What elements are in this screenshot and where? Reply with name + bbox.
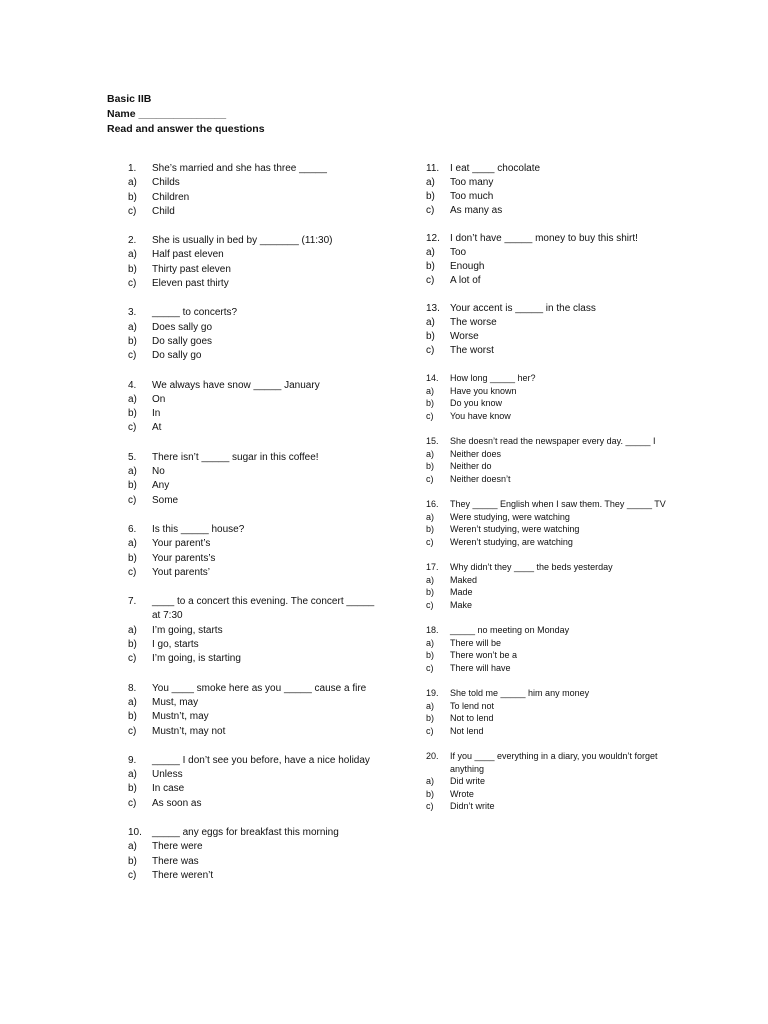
question-text: Your accent is _____ in the class [450,303,596,314]
question-number: 9. [128,754,137,766]
answer-option [128,393,378,407]
option-letter: b) [426,713,435,723]
question-text: If you ____ everything in a diary, you wouldn’t forget anything [450,751,658,774]
answer-option [426,725,686,738]
question-number: 16. [426,499,439,509]
question-number: 3. [128,307,137,319]
question-number: 13. [426,303,440,314]
answer-option [128,537,378,551]
option-text: Childs [152,177,180,189]
option-letter: c) [426,599,434,610]
answer-option [426,712,686,725]
option-letter: a) [128,177,137,189]
option-letter: b) [426,788,435,799]
option-letter: c) [426,801,434,811]
question-number: 18. [426,625,439,635]
option-text: A lot of [450,275,481,286]
option-letter: b) [128,480,137,492]
option-letter: b) [128,783,137,795]
option-text: I’m going, is starting [152,653,241,665]
option-letter: a) [426,317,435,328]
option-text: Maked [450,574,478,585]
question-19 [426,687,686,737]
answer-option [426,473,686,486]
question-stem [426,232,686,246]
option-text: Enough [450,261,485,272]
question-text: _____ any eggs for breakfast this morning [152,826,339,838]
option-letter: c) [128,653,137,665]
option-text: To lend not [450,700,495,711]
answer-option [128,782,378,796]
question-11 [426,162,686,218]
option-text: There won’t be a [450,650,518,660]
answer-option [128,349,378,363]
option-text: Made [450,587,473,597]
question-stem [128,754,378,768]
answer-option [426,574,686,587]
option-letter: c) [128,278,137,290]
answer-option [426,788,686,801]
question-number: 10. [128,826,142,838]
worksheet-header [107,92,265,137]
option-letter: c) [128,350,137,362]
name-line: Name _______________ [107,108,227,120]
answer-option [128,479,378,493]
option-text: I’m going, starts [152,624,223,636]
option-letter: b) [128,263,137,275]
question-stem [128,682,378,696]
option-letter: a) [128,696,137,708]
option-letter: c) [426,662,434,673]
question-12 [426,232,686,288]
option-text: Unless [152,769,183,781]
question-1 [128,162,378,219]
option-letter: b) [128,408,137,420]
answer-option [128,421,378,435]
question-text: She doesn’t read the newspaper every day. _____ I [450,436,656,446]
answer-option [128,797,378,811]
option-text: Didn’t write [450,801,495,811]
answer-option [128,407,378,421]
answer-option [128,335,378,349]
question-stem [426,750,686,775]
instructions: Read and answer the questions [107,123,265,135]
option-text: Too many [450,177,494,188]
option-letter: b) [426,587,435,597]
question-stem [426,372,686,385]
option-text: Your parent’s [152,538,211,550]
answer-option [426,344,686,358]
answer-option [128,696,378,710]
answer-option [128,263,378,277]
question-number: 12. [426,233,440,244]
option-text: Wrote [450,788,474,799]
option-text: As soon as [152,797,202,809]
question-text: We always have snow _____ January [152,379,320,391]
answer-option [128,566,378,580]
option-text: Were studying, were watching [450,511,570,522]
option-text: You have know [450,410,511,421]
question-number: 20. [426,751,439,761]
question-8 [128,682,378,739]
question-16 [426,498,686,548]
question-text: She’s married and she has three _____ [152,163,327,174]
option-text: Too much [450,191,494,202]
option-text: The worst [450,345,494,356]
option-text: Children [152,191,190,203]
option-letter: b) [128,335,137,347]
answer-option [128,191,378,205]
answer-option [128,277,378,291]
answer-option [426,586,686,599]
question-9 [128,754,378,811]
option-letter: c) [426,275,435,286]
option-text: Worse [450,331,479,342]
question-10 [128,826,378,883]
option-letter: a) [426,574,435,585]
option-letter: a) [128,321,137,333]
option-letter: b) [128,191,137,203]
option-text: Half past eleven [152,249,224,261]
option-text: There will have [450,662,511,673]
option-letter: a) [426,776,435,786]
question-number: 6. [128,523,137,535]
option-letter: c) [128,869,137,881]
option-letter: b) [426,261,435,272]
answer-option [426,649,686,662]
question-number: 4. [128,379,137,391]
question-text: They _____ English when I saw them. They _____ TV [450,499,666,509]
option-text: Did write [450,776,486,786]
answer-option [426,410,686,423]
answer-option [128,768,378,782]
option-text: Any [152,480,170,492]
option-letter: b) [426,524,435,534]
answer-option [128,465,378,479]
answer-option [426,260,686,274]
question-3 [128,306,378,363]
answer-option [426,460,686,473]
option-text: No [152,466,165,478]
question-stem [128,451,378,465]
answer-option [128,321,378,335]
option-letter: a) [128,624,137,636]
option-text: In case [152,783,185,795]
option-letter: a) [128,841,137,853]
option-letter: b) [128,552,137,564]
option-letter: c) [426,725,434,736]
option-letter: b) [128,855,137,867]
question-stem [128,234,378,248]
answer-option [128,725,378,739]
answer-option [426,176,686,190]
option-letter: c) [128,494,137,506]
question-text: I eat ____ chocolate [450,163,541,174]
question-stem [426,498,686,511]
question-text: There isn’t _____ sugar in this coffee! [152,451,319,463]
question-stem [426,435,686,448]
answer-option [128,855,378,869]
option-text: Yout parents’ [152,566,211,578]
option-text: At [152,422,162,434]
answer-option [426,385,686,398]
option-text: Weren’t studying, were watching [450,524,580,534]
option-text: On [152,393,166,405]
option-text: Neither does [450,448,502,459]
option-text: Have you known [450,385,517,396]
question-number: 2. [128,235,137,247]
answer-option [426,448,686,461]
option-letter: b) [426,461,435,471]
answer-option [426,397,686,410]
option-letter: b) [128,639,137,651]
option-letter: c) [426,345,435,356]
answer-option [128,840,378,854]
answer-option [128,494,378,508]
question-stem [128,523,378,537]
option-letter: a) [426,637,435,648]
option-letter: b) [426,191,435,202]
answer-option [426,190,686,204]
question-13 [426,302,686,358]
question-text: ____ to a concert this evening. The concert _____ at 7:30 [152,596,375,622]
option-text: Not lend [450,725,484,736]
option-letter: a) [128,393,137,405]
question-stem [426,687,686,700]
question-number: 11. [426,163,440,174]
question-number: 14. [426,373,439,383]
question-2 [128,234,378,291]
option-letter: c) [128,566,137,578]
option-letter: c) [426,536,434,547]
question-number: 8. [128,682,137,694]
option-text: There was [152,855,199,867]
option-letter: c) [128,725,137,737]
option-letter: c) [426,473,434,484]
question-text: You ____ smoke here as you _____ cause a fire [152,682,367,694]
option-text: Mustn’t, may not [152,725,226,737]
question-number: 5. [128,451,137,463]
answer-option [128,176,378,190]
option-letter: a) [426,247,435,258]
option-letter: b) [128,711,137,723]
answer-option [426,662,686,675]
option-text: Weren’t studying, are watching [450,536,573,547]
option-text: Does sally go [152,321,213,333]
question-4 [128,379,378,436]
answer-option [128,869,378,883]
answer-option [128,205,378,219]
option-text: The worse [450,317,497,328]
question-stem [426,561,686,574]
question-text: Is this _____ house? [152,523,245,535]
answer-option [426,204,686,218]
option-text: Do you know [450,398,503,408]
option-text: Make [450,599,473,610]
answer-option [128,552,378,566]
questions-column-left [128,162,378,898]
option-letter: c) [426,205,435,216]
question-6 [128,523,378,580]
option-letter: a) [426,385,435,396]
question-stem [128,162,378,176]
question-5 [128,451,378,508]
question-text: Why didn’t they ____ the beds yesterday [450,562,613,572]
question-stem [128,595,378,624]
question-stem [128,379,378,393]
question-stem [426,302,686,316]
option-text: Neither doesn’t [450,473,511,484]
option-text: In [152,408,161,420]
answer-option [426,599,686,612]
question-number: 1. [128,163,137,174]
answer-option [426,316,686,330]
option-letter: b) [426,650,435,660]
question-stem [426,624,686,637]
answer-option [426,800,686,813]
course-title: Basic IIB [107,93,152,105]
option-text: I go, starts [152,639,199,651]
question-text: How long _____ her? [450,373,536,383]
option-text: Do sally go [152,350,202,362]
option-text: Thirty past eleven [152,263,231,275]
option-letter: c) [128,422,137,434]
answer-option [128,710,378,724]
option-letter: c) [128,205,137,217]
option-letter: a) [426,511,435,522]
answer-option [426,330,686,344]
question-number: 7. [128,596,137,608]
option-letter: c) [426,410,434,421]
option-text: Child [152,205,175,217]
question-text: _____ to concerts? [152,307,238,319]
answer-option [426,536,686,549]
option-text: There were [152,841,203,853]
option-letter: a) [426,177,435,188]
question-text: _____ I don’t see you before, have a nice holiday [152,754,370,766]
question-18 [426,624,686,674]
option-letter: a) [128,769,137,781]
option-text: Your parents’s [152,552,216,564]
option-text: As many as [450,205,503,216]
answer-option [426,637,686,650]
option-text: Too [450,247,467,258]
option-text: There will be [450,637,502,648]
option-text: Neither do [450,461,492,471]
question-20 [426,750,686,813]
question-14 [426,372,686,422]
question-text: _____ no meeting on Monday [450,625,570,635]
option-text: There weren’t [152,869,214,881]
answer-option [128,638,378,652]
option-letter: b) [426,331,435,342]
question-stem [128,306,378,320]
option-text: Do sally goes [152,335,213,347]
question-15 [426,435,686,485]
question-number: 15. [426,436,439,446]
answer-option [128,624,378,638]
answer-option [426,246,686,260]
answer-option [128,652,378,666]
answer-option [426,523,686,536]
question-7 [128,595,378,666]
option-letter: c) [128,797,137,809]
option-letter: a) [426,700,435,711]
question-text: She told me _____ him any money [450,688,590,698]
option-letter: b) [426,398,435,408]
option-text: Eleven past thirty [152,278,229,290]
question-text: She is usually in bed by _______ (11:30) [152,235,333,247]
answer-option [426,700,686,713]
option-letter: a) [128,466,137,478]
question-number: 17. [426,562,439,572]
question-17 [426,561,686,611]
option-letter: a) [128,538,137,550]
option-text: Must, may [152,696,199,708]
option-letter: a) [128,249,137,261]
option-text: Some [152,494,179,506]
answer-option [426,274,686,288]
option-text: Mustn’t, may [152,711,209,723]
questions-column-right [426,162,686,826]
answer-option [128,248,378,262]
answer-option [426,511,686,524]
question-number: 19. [426,688,439,698]
answer-option [426,775,686,788]
option-letter: a) [426,448,435,459]
question-stem [426,162,686,176]
question-stem [128,826,378,840]
question-text: I don’t have _____ money to buy this shirt! [450,233,638,244]
option-text: Not to lend [450,713,494,723]
